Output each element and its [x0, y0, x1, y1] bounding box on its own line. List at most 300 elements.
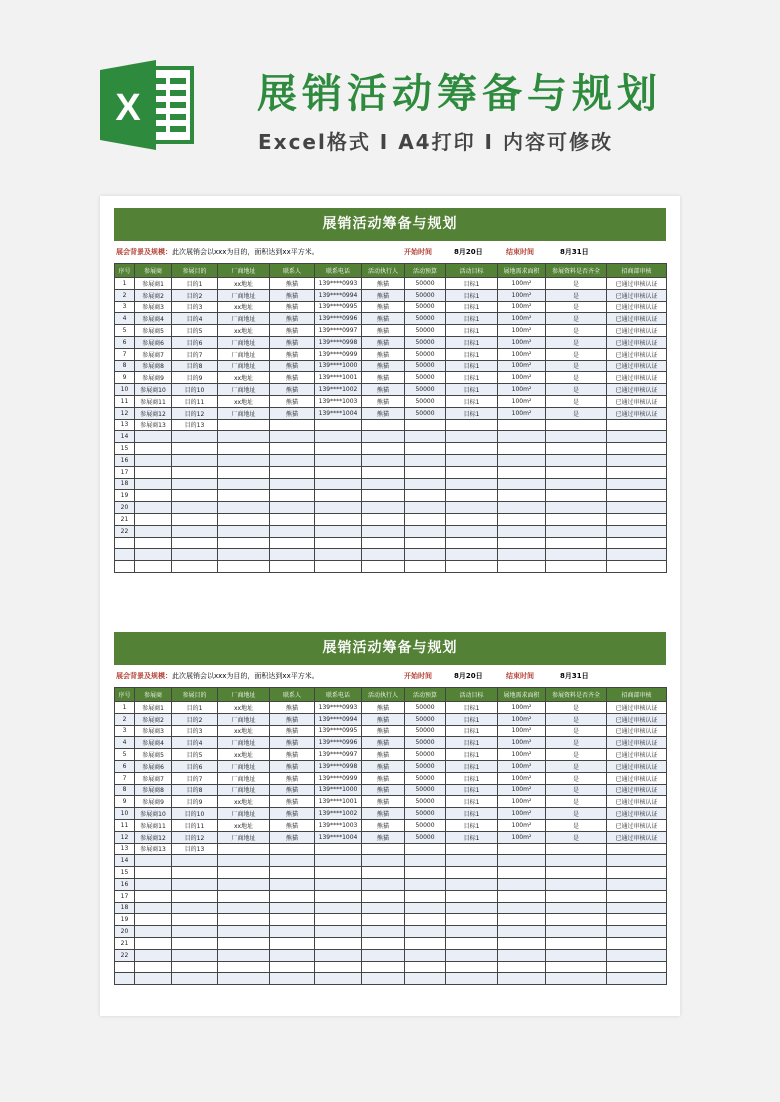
- table-cell[interactable]: 139****0999: [315, 348, 362, 360]
- table-cell[interactable]: [607, 878, 667, 890]
- table-cell[interactable]: [135, 502, 172, 514]
- table-cell[interactable]: [315, 949, 362, 961]
- table-cell[interactable]: [498, 502, 546, 514]
- table-cell[interactable]: 目标1: [446, 784, 498, 796]
- table-cell[interactable]: [270, 443, 315, 455]
- table-cell[interactable]: 熊猫: [270, 702, 315, 714]
- table-cell[interactable]: [607, 549, 667, 561]
- table-cell[interactable]: 已通过审核认证: [607, 749, 667, 761]
- table-cell[interactable]: [135, 914, 172, 926]
- table-cell[interactable]: 目标1: [446, 749, 498, 761]
- table-cell[interactable]: [362, 549, 405, 561]
- table-cell[interactable]: 139****1000: [315, 360, 362, 372]
- table-cell[interactable]: [362, 961, 405, 973]
- table-cell[interactable]: 50000: [405, 772, 446, 784]
- table-cell[interactable]: [115, 961, 135, 973]
- table-cell[interactable]: 139****0995: [315, 301, 362, 313]
- table-cell[interactable]: 7: [115, 348, 135, 360]
- table-cell[interactable]: [498, 549, 546, 561]
- table-cell[interactable]: 18: [115, 478, 135, 490]
- table-cell[interactable]: [362, 949, 405, 961]
- table-cell[interactable]: 厂商地址: [218, 760, 270, 772]
- table-cell[interactable]: 是: [546, 384, 607, 396]
- table-cell[interactable]: [546, 478, 607, 490]
- table-cell[interactable]: 50000: [405, 313, 446, 325]
- table-cell[interactable]: [315, 502, 362, 514]
- table-cell[interactable]: [607, 914, 667, 926]
- table-cell[interactable]: 21: [115, 937, 135, 949]
- table-cell[interactable]: [315, 878, 362, 890]
- table-cell[interactable]: 熊猫: [362, 713, 405, 725]
- table-cell[interactable]: 是: [546, 395, 607, 407]
- table-cell[interactable]: [172, 525, 218, 537]
- table-cell[interactable]: 熊猫: [270, 749, 315, 761]
- table-cell[interactable]: [446, 466, 498, 478]
- table-cell[interactable]: 3: [115, 725, 135, 737]
- table-cell[interactable]: [315, 961, 362, 973]
- table-cell[interactable]: [172, 513, 218, 525]
- table-cell[interactable]: [315, 926, 362, 938]
- table-cell[interactable]: 目标1: [446, 384, 498, 396]
- table-cell[interactable]: 已通过审核认证: [607, 289, 667, 301]
- table-cell[interactable]: [135, 867, 172, 879]
- table-cell[interactable]: 目的9: [172, 796, 218, 808]
- table-cell[interactable]: 139****0993: [315, 278, 362, 290]
- table-cell[interactable]: [115, 537, 135, 549]
- table-cell[interactable]: [218, 537, 270, 549]
- table-cell[interactable]: 139****0996: [315, 737, 362, 749]
- table-cell[interactable]: 8: [115, 784, 135, 796]
- table-cell[interactable]: 50000: [405, 325, 446, 337]
- table-cell[interactable]: [218, 525, 270, 537]
- table-cell[interactable]: [270, 890, 315, 902]
- table-cell[interactable]: 参展商1: [135, 278, 172, 290]
- table-cell[interactable]: 已通过审核认证: [607, 348, 667, 360]
- table-cell[interactable]: [498, 867, 546, 879]
- table-cell[interactable]: [135, 937, 172, 949]
- table-cell[interactable]: 熊猫: [362, 808, 405, 820]
- table-cell[interactable]: [270, 561, 315, 573]
- table-cell[interactable]: 100m²: [498, 289, 546, 301]
- table-cell[interactable]: 参展商6: [135, 336, 172, 348]
- table-cell[interactable]: 参展商10: [135, 384, 172, 396]
- table-cell[interactable]: 参展商3: [135, 301, 172, 313]
- table-cell[interactable]: 参展商5: [135, 325, 172, 337]
- table-cell[interactable]: 是: [546, 749, 607, 761]
- table-cell[interactable]: 参展商3: [135, 725, 172, 737]
- table-cell[interactable]: 熊猫: [270, 772, 315, 784]
- table-cell[interactable]: 100m²: [498, 348, 546, 360]
- table-cell[interactable]: [218, 502, 270, 514]
- table-cell[interactable]: 18: [115, 902, 135, 914]
- table-cell[interactable]: [405, 513, 446, 525]
- table-cell[interactable]: 139****1004: [315, 407, 362, 419]
- table-cell[interactable]: [270, 419, 315, 431]
- table-cell[interactable]: 已通过审核认证: [607, 725, 667, 737]
- table-cell[interactable]: 熊猫: [270, 737, 315, 749]
- table-cell[interactable]: 目的4: [172, 737, 218, 749]
- table-cell[interactable]: 熊猫: [270, 348, 315, 360]
- table-cell[interactable]: 目标1: [446, 796, 498, 808]
- table-cell[interactable]: [135, 466, 172, 478]
- table-cell[interactable]: 目标1: [446, 737, 498, 749]
- table-cell[interactable]: 参展商12: [135, 407, 172, 419]
- table-cell[interactable]: [172, 561, 218, 573]
- table-cell[interactable]: 厂商地址: [218, 784, 270, 796]
- table-cell[interactable]: 熊猫: [362, 372, 405, 384]
- table-cell[interactable]: 熊猫: [270, 784, 315, 796]
- table-cell[interactable]: 4: [115, 313, 135, 325]
- table-cell[interactable]: [405, 878, 446, 890]
- table-cell[interactable]: [405, 561, 446, 573]
- table-cell[interactable]: 50000: [405, 702, 446, 714]
- table-cell[interactable]: 139****0998: [315, 760, 362, 772]
- table-cell[interactable]: 50000: [405, 831, 446, 843]
- table-cell[interactable]: 熊猫: [270, 325, 315, 337]
- table-cell[interactable]: [498, 843, 546, 855]
- table-cell[interactable]: 熊猫: [362, 749, 405, 761]
- table-cell[interactable]: 是: [546, 713, 607, 725]
- table-cell[interactable]: 已通过审核认证: [607, 313, 667, 325]
- table-cell[interactable]: 是: [546, 796, 607, 808]
- table-cell[interactable]: 已通过审核认证: [607, 395, 667, 407]
- table-cell[interactable]: [546, 466, 607, 478]
- table-cell[interactable]: xx地址: [218, 278, 270, 290]
- table-cell[interactable]: [498, 949, 546, 961]
- table-cell[interactable]: 目的8: [172, 360, 218, 372]
- table-cell[interactable]: 已通过审核认证: [607, 336, 667, 348]
- table-cell[interactable]: 16: [115, 878, 135, 890]
- table-cell[interactable]: [115, 973, 135, 985]
- table-cell[interactable]: 已通过审核认证: [607, 702, 667, 714]
- table-cell[interactable]: [498, 490, 546, 502]
- table-cell[interactable]: 50000: [405, 348, 446, 360]
- table-cell[interactable]: 厂商地址: [218, 407, 270, 419]
- table-cell[interactable]: [607, 961, 667, 973]
- table-cell[interactable]: [446, 431, 498, 443]
- table-cell[interactable]: [135, 525, 172, 537]
- table-cell[interactable]: [362, 843, 405, 855]
- table-cell[interactable]: [607, 537, 667, 549]
- table-cell[interactable]: [405, 855, 446, 867]
- table-cell[interactable]: [446, 973, 498, 985]
- table-cell[interactable]: 厂商地址: [218, 831, 270, 843]
- table-cell[interactable]: [172, 537, 218, 549]
- table-cell[interactable]: [607, 867, 667, 879]
- table-cell[interactable]: [607, 513, 667, 525]
- table-cell[interactable]: 目标1: [446, 760, 498, 772]
- table-cell[interactable]: [546, 549, 607, 561]
- table-cell[interactable]: [218, 419, 270, 431]
- table-cell[interactable]: 100m²: [498, 713, 546, 725]
- table-cell[interactable]: [270, 431, 315, 443]
- table-cell[interactable]: [115, 561, 135, 573]
- table-cell[interactable]: 目标1: [446, 395, 498, 407]
- table-cell[interactable]: 是: [546, 784, 607, 796]
- table-cell[interactable]: 50000: [405, 749, 446, 761]
- table-cell[interactable]: [498, 973, 546, 985]
- table-cell[interactable]: [498, 855, 546, 867]
- table-cell[interactable]: xx地址: [218, 725, 270, 737]
- table-cell[interactable]: [607, 949, 667, 961]
- table-cell[interactable]: 50000: [405, 289, 446, 301]
- table-cell[interactable]: 目的8: [172, 784, 218, 796]
- table-cell[interactable]: [315, 973, 362, 985]
- table-cell[interactable]: 已通过审核认证: [607, 360, 667, 372]
- table-cell[interactable]: 50000: [405, 760, 446, 772]
- table-cell[interactable]: 139****1000: [315, 784, 362, 796]
- table-cell[interactable]: 19: [115, 490, 135, 502]
- table-cell[interactable]: 熊猫: [270, 395, 315, 407]
- table-cell[interactable]: 12: [115, 831, 135, 843]
- table-cell[interactable]: 参展商7: [135, 772, 172, 784]
- table-cell[interactable]: 目标1: [446, 372, 498, 384]
- table-cell[interactable]: [135, 973, 172, 985]
- table-cell[interactable]: [446, 878, 498, 890]
- table-cell[interactable]: [546, 867, 607, 879]
- table-cell[interactable]: 熊猫: [362, 348, 405, 360]
- table-cell[interactable]: [172, 961, 218, 973]
- table-cell[interactable]: [362, 878, 405, 890]
- table-cell[interactable]: [446, 490, 498, 502]
- table-cell[interactable]: 参展商9: [135, 372, 172, 384]
- table-cell[interactable]: 熊猫: [362, 407, 405, 419]
- table-cell[interactable]: 4: [115, 737, 135, 749]
- table-cell[interactable]: [135, 490, 172, 502]
- table-cell[interactable]: 目标1: [446, 713, 498, 725]
- table-cell[interactable]: 139****0998: [315, 336, 362, 348]
- table-cell[interactable]: 厂商地址: [218, 348, 270, 360]
- table-cell[interactable]: [172, 466, 218, 478]
- table-cell[interactable]: 100m²: [498, 772, 546, 784]
- table-cell[interactable]: 已通过审核认证: [607, 407, 667, 419]
- table-cell[interactable]: 参展商6: [135, 760, 172, 772]
- table-cell[interactable]: 目标1: [446, 289, 498, 301]
- table-cell[interactable]: [607, 902, 667, 914]
- table-cell[interactable]: 139****0999: [315, 772, 362, 784]
- table-cell[interactable]: [607, 490, 667, 502]
- table-cell[interactable]: 参展商1: [135, 702, 172, 714]
- table-cell[interactable]: [446, 890, 498, 902]
- table-cell[interactable]: [498, 419, 546, 431]
- table-cell[interactable]: 5: [115, 749, 135, 761]
- table-cell[interactable]: [315, 843, 362, 855]
- table-cell[interactable]: 参展商9: [135, 796, 172, 808]
- table-cell[interactable]: 熊猫: [362, 360, 405, 372]
- table-cell[interactable]: 12: [115, 407, 135, 419]
- table-cell[interactable]: 目的10: [172, 808, 218, 820]
- table-cell[interactable]: [218, 443, 270, 455]
- table-cell[interactable]: 是: [546, 819, 607, 831]
- table-cell[interactable]: [315, 490, 362, 502]
- table-cell[interactable]: 已通过审核认证: [607, 301, 667, 313]
- table-cell[interactable]: [498, 561, 546, 573]
- table-cell[interactable]: [270, 549, 315, 561]
- table-cell[interactable]: 139****1002: [315, 808, 362, 820]
- table-cell[interactable]: [218, 961, 270, 973]
- table-cell[interactable]: [315, 937, 362, 949]
- table-cell[interactable]: [446, 454, 498, 466]
- table-cell[interactable]: [498, 926, 546, 938]
- table-cell[interactable]: 50000: [405, 784, 446, 796]
- table-cell[interactable]: 是: [546, 725, 607, 737]
- table-cell[interactable]: 目标1: [446, 819, 498, 831]
- table-cell[interactable]: [218, 855, 270, 867]
- table-cell[interactable]: 参展商2: [135, 713, 172, 725]
- table-cell[interactable]: [172, 890, 218, 902]
- table-cell[interactable]: [446, 478, 498, 490]
- table-cell[interactable]: 厂商地址: [218, 808, 270, 820]
- table-cell[interactable]: 是: [546, 301, 607, 313]
- table-cell[interactable]: [135, 454, 172, 466]
- table-cell[interactable]: 熊猫: [270, 360, 315, 372]
- table-cell[interactable]: 目标1: [446, 831, 498, 843]
- table-cell[interactable]: [362, 419, 405, 431]
- table-cell[interactable]: [362, 490, 405, 502]
- table-cell[interactable]: [135, 878, 172, 890]
- table-cell[interactable]: [446, 867, 498, 879]
- table-cell[interactable]: [405, 949, 446, 961]
- table-cell[interactable]: [446, 937, 498, 949]
- table-cell[interactable]: 139****0993: [315, 702, 362, 714]
- table-cell[interactable]: 是: [546, 737, 607, 749]
- table-cell[interactable]: [135, 443, 172, 455]
- table-cell[interactable]: 22: [115, 949, 135, 961]
- table-cell[interactable]: 1: [115, 278, 135, 290]
- table-cell[interactable]: 厂商地址: [218, 336, 270, 348]
- table-cell[interactable]: [315, 890, 362, 902]
- table-cell[interactable]: 目标1: [446, 702, 498, 714]
- table-cell[interactable]: 目的10: [172, 384, 218, 396]
- table-cell[interactable]: 2: [115, 713, 135, 725]
- table-cell[interactable]: [270, 490, 315, 502]
- table-cell[interactable]: 熊猫: [362, 772, 405, 784]
- table-cell[interactable]: 是: [546, 760, 607, 772]
- table-cell[interactable]: 是: [546, 360, 607, 372]
- table-cell[interactable]: 100m²: [498, 749, 546, 761]
- table-cell[interactable]: 目标1: [446, 313, 498, 325]
- table-cell[interactable]: [362, 973, 405, 985]
- table-cell[interactable]: [362, 867, 405, 879]
- table-cell[interactable]: [546, 843, 607, 855]
- table-cell[interactable]: [607, 926, 667, 938]
- table-cell[interactable]: 100m²: [498, 372, 546, 384]
- table-cell[interactable]: 厂商地址: [218, 737, 270, 749]
- table-cell[interactable]: [446, 949, 498, 961]
- table-cell[interactable]: [172, 502, 218, 514]
- table-cell[interactable]: [315, 431, 362, 443]
- table-cell[interactable]: [546, 490, 607, 502]
- table-cell[interactable]: 100m²: [498, 278, 546, 290]
- table-cell[interactable]: [446, 843, 498, 855]
- table-cell[interactable]: [135, 431, 172, 443]
- table-cell[interactable]: 参展商12: [135, 831, 172, 843]
- table-cell[interactable]: [270, 525, 315, 537]
- table-cell[interactable]: 熊猫: [270, 725, 315, 737]
- table-cell[interactable]: [498, 902, 546, 914]
- table-cell[interactable]: [405, 937, 446, 949]
- table-cell[interactable]: 50000: [405, 360, 446, 372]
- table-cell[interactable]: [607, 843, 667, 855]
- table-cell[interactable]: 熊猫: [362, 702, 405, 714]
- table-cell[interactable]: [405, 525, 446, 537]
- table-cell[interactable]: [607, 937, 667, 949]
- table-cell[interactable]: 目标1: [446, 407, 498, 419]
- table-cell[interactable]: 100m²: [498, 808, 546, 820]
- table-cell[interactable]: [546, 855, 607, 867]
- table-cell[interactable]: 熊猫: [362, 784, 405, 796]
- table-cell[interactable]: 熊猫: [270, 407, 315, 419]
- table-cell[interactable]: [546, 537, 607, 549]
- table-cell[interactable]: 6: [115, 336, 135, 348]
- table-cell[interactable]: [218, 949, 270, 961]
- table-cell[interactable]: [607, 454, 667, 466]
- table-cell[interactable]: [546, 513, 607, 525]
- table-cell[interactable]: [405, 502, 446, 514]
- table-cell[interactable]: [498, 443, 546, 455]
- table-cell[interactable]: 100m²: [498, 784, 546, 796]
- table-cell[interactable]: 熊猫: [270, 278, 315, 290]
- table-cell[interactable]: [362, 525, 405, 537]
- table-cell[interactable]: [270, 454, 315, 466]
- table-cell[interactable]: [270, 878, 315, 890]
- table-cell[interactable]: 参展商13: [135, 843, 172, 855]
- table-cell[interactable]: [172, 914, 218, 926]
- table-cell[interactable]: 熊猫: [362, 301, 405, 313]
- table-cell[interactable]: 目的13: [172, 843, 218, 855]
- table-cell[interactable]: [218, 549, 270, 561]
- table-cell[interactable]: [607, 525, 667, 537]
- table-cell[interactable]: [405, 419, 446, 431]
- table-cell[interactable]: [446, 961, 498, 973]
- table-cell[interactable]: 参展商2: [135, 289, 172, 301]
- table-cell[interactable]: [498, 478, 546, 490]
- table-cell[interactable]: 是: [546, 348, 607, 360]
- table-cell[interactable]: 5: [115, 325, 135, 337]
- table-cell[interactable]: [315, 513, 362, 525]
- table-cell[interactable]: [362, 537, 405, 549]
- table-cell[interactable]: [218, 843, 270, 855]
- table-cell[interactable]: [446, 855, 498, 867]
- table-cell[interactable]: 目的1: [172, 278, 218, 290]
- table-cell[interactable]: [315, 537, 362, 549]
- table-cell[interactable]: [218, 902, 270, 914]
- table-cell[interactable]: [172, 902, 218, 914]
- table-cell[interactable]: 11: [115, 819, 135, 831]
- table-cell[interactable]: [315, 914, 362, 926]
- table-cell[interactable]: 100m²: [498, 819, 546, 831]
- table-cell[interactable]: 100m²: [498, 384, 546, 396]
- table-cell[interactable]: [362, 890, 405, 902]
- table-cell[interactable]: [362, 561, 405, 573]
- table-cell[interactable]: 目的5: [172, 325, 218, 337]
- table-cell[interactable]: 熊猫: [362, 325, 405, 337]
- table-cell[interactable]: 8: [115, 360, 135, 372]
- table-cell[interactable]: xx地址: [218, 301, 270, 313]
- table-cell[interactable]: 熊猫: [362, 278, 405, 290]
- table-cell[interactable]: 139****0997: [315, 325, 362, 337]
- table-cell[interactable]: 是: [546, 407, 607, 419]
- table-cell[interactable]: 2: [115, 289, 135, 301]
- table-cell[interactable]: 参展商10: [135, 808, 172, 820]
- table-cell[interactable]: [546, 926, 607, 938]
- table-cell[interactable]: 厂商地址: [218, 360, 270, 372]
- table-cell[interactable]: [607, 973, 667, 985]
- table-cell[interactable]: [315, 478, 362, 490]
- table-cell[interactable]: 139****0994: [315, 713, 362, 725]
- table-cell[interactable]: [546, 902, 607, 914]
- table-cell[interactable]: [270, 949, 315, 961]
